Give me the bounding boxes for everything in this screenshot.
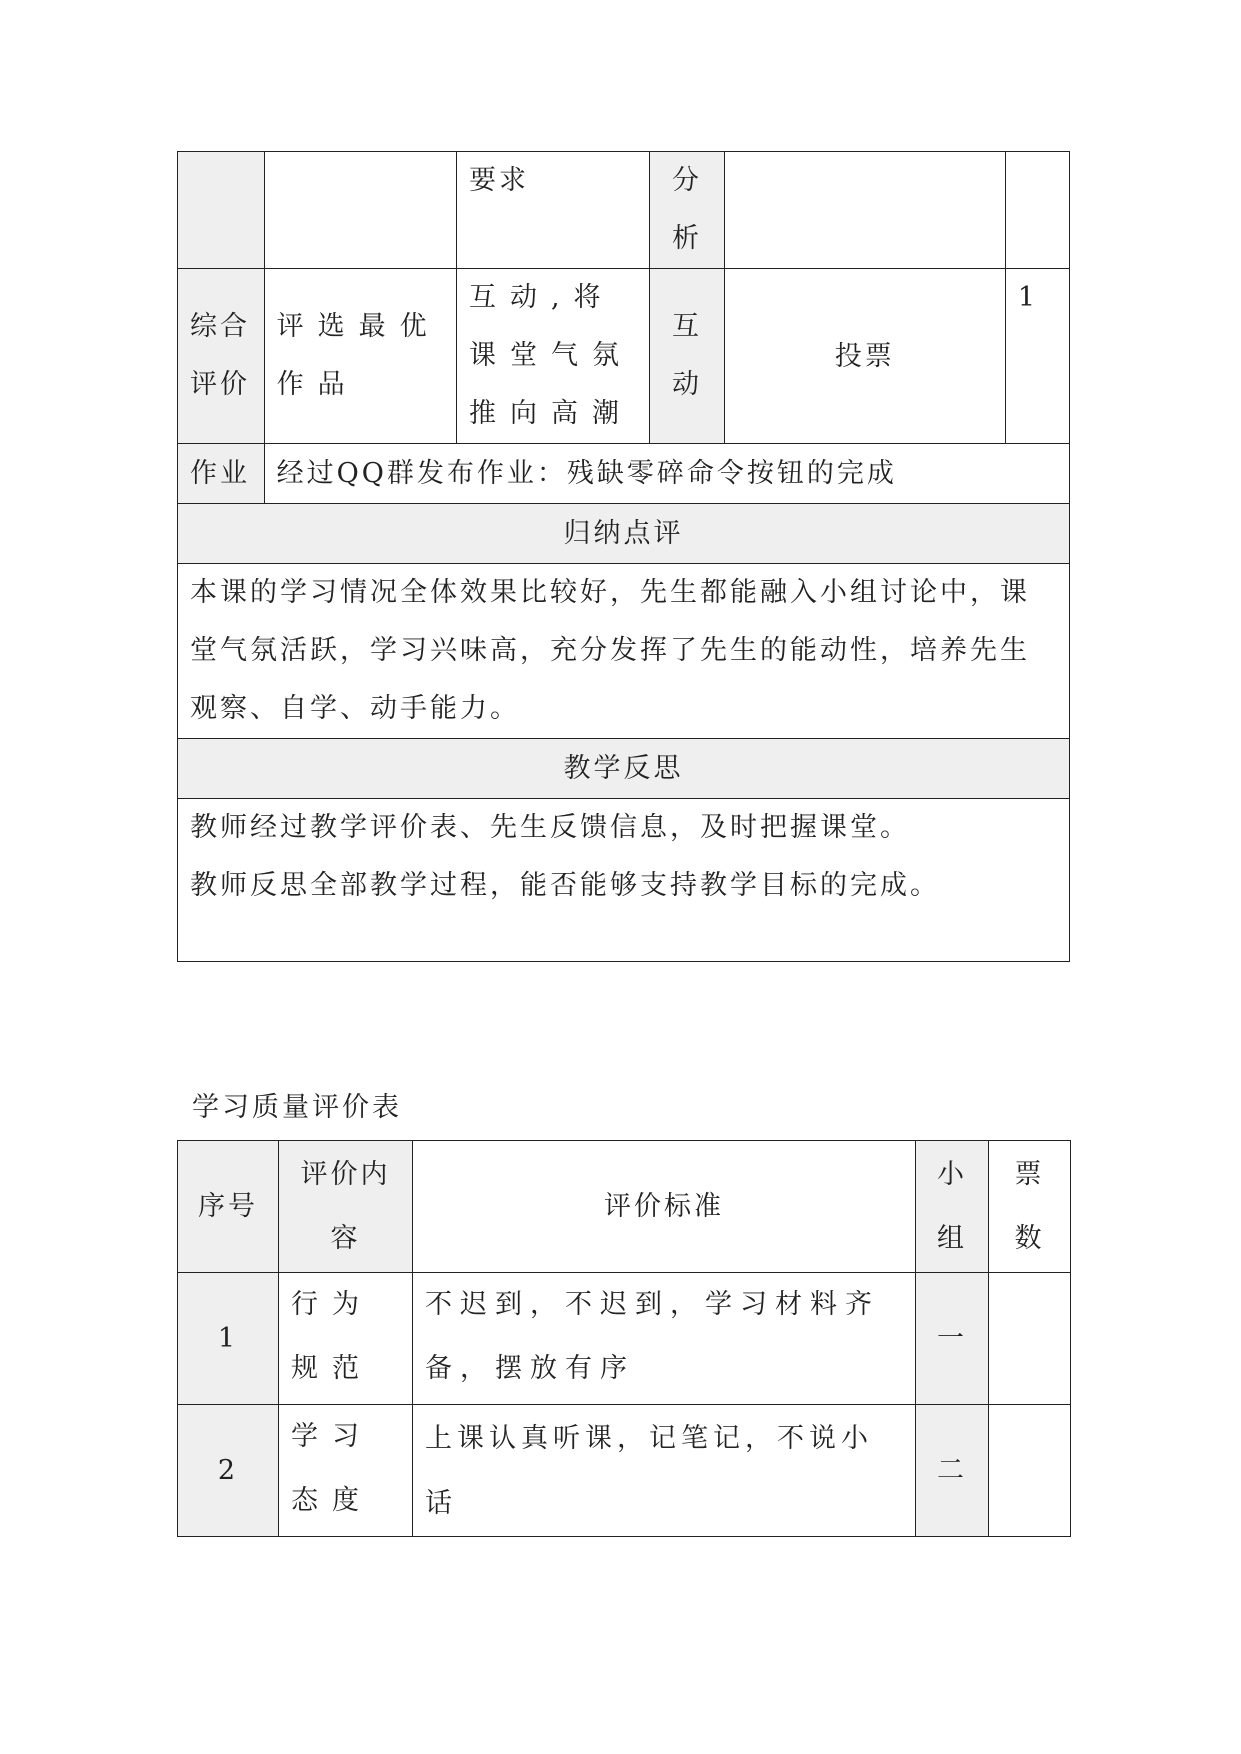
row-group: 一: [916, 1273, 989, 1405]
cell-goal: 互动,将课堂气氛推向高潮: [456, 269, 649, 444]
row-content: 学习态度: [279, 1405, 413, 1537]
cell-stage-label: 综合 评价: [178, 269, 265, 444]
row-no: 2: [178, 1405, 279, 1537]
cell-vote: 投票: [724, 269, 1005, 444]
table-row: [178, 564, 1070, 739]
header-standard: 评价标准: [413, 1141, 916, 1273]
reflection-heading: 教学反思: [178, 739, 1070, 799]
table-row: [178, 152, 1070, 269]
quality-evaluation-table: [177, 1140, 1071, 1537]
row-content: 行为规范: [279, 1273, 413, 1405]
reflection-cell: [178, 799, 1070, 962]
cell-homework-text: 经过QQ群发布作业：残缺零碎命令按钮的完成: [264, 444, 1069, 504]
cell-method: 互 动: [650, 269, 724, 444]
cell-requirement: 要求: [456, 152, 649, 269]
row-group: 二: [916, 1405, 989, 1537]
cell-empty: [178, 152, 265, 269]
table-header-row: [178, 1141, 1071, 1273]
evaluation-table-caption: 学习质量评价表: [192, 1092, 402, 1123]
lesson-plan-table: [177, 151, 1070, 962]
summary-text: 本课的学习情况全体效果比较好，先生都能融入小组讨论中，课堂气氛活跃，学习兴味高，充分发挥了先生的能动性，培养先生观察、自学、动手能力。: [178, 564, 1070, 739]
row-standard: 上课认真听课，记笔记，不说小话: [413, 1405, 916, 1537]
row-no: 1: [178, 1273, 279, 1405]
row-standard: 不迟到，不迟到，学习材料齐备，摆放有序: [413, 1273, 916, 1405]
header-content: 评价内容: [279, 1141, 413, 1273]
reflection-line: 教师经过教学评价表、先生反馈信息，及时把握课堂。: [190, 812, 910, 843]
table-row: [178, 269, 1070, 444]
summary-heading: 归纳点评: [178, 504, 1070, 564]
cell-empty: [1005, 152, 1069, 269]
table-row: [178, 1273, 1071, 1405]
reflection-line: 教师反思全部教学过程，能否能够支持教学目标的完成。: [190, 870, 940, 901]
table-row: [178, 504, 1070, 564]
row-votes: [989, 1273, 1071, 1405]
cell-activity: 评选最优作品: [264, 269, 456, 444]
cell-empty: [724, 152, 1005, 269]
cell-duration: 1: [1005, 269, 1069, 444]
table-row: [178, 739, 1070, 799]
row-votes: [989, 1405, 1071, 1537]
header-no: 序号: [178, 1141, 279, 1273]
table-row: [178, 1405, 1071, 1537]
header-group: 小 组: [916, 1141, 989, 1273]
cell-analysis: 分 析: [650, 152, 724, 269]
cell-empty: [264, 152, 456, 269]
header-votes: 票 数: [989, 1141, 1071, 1273]
table-row: [178, 799, 1070, 962]
table-row: [178, 444, 1070, 504]
cell-homework-label: 作业: [178, 444, 265, 504]
